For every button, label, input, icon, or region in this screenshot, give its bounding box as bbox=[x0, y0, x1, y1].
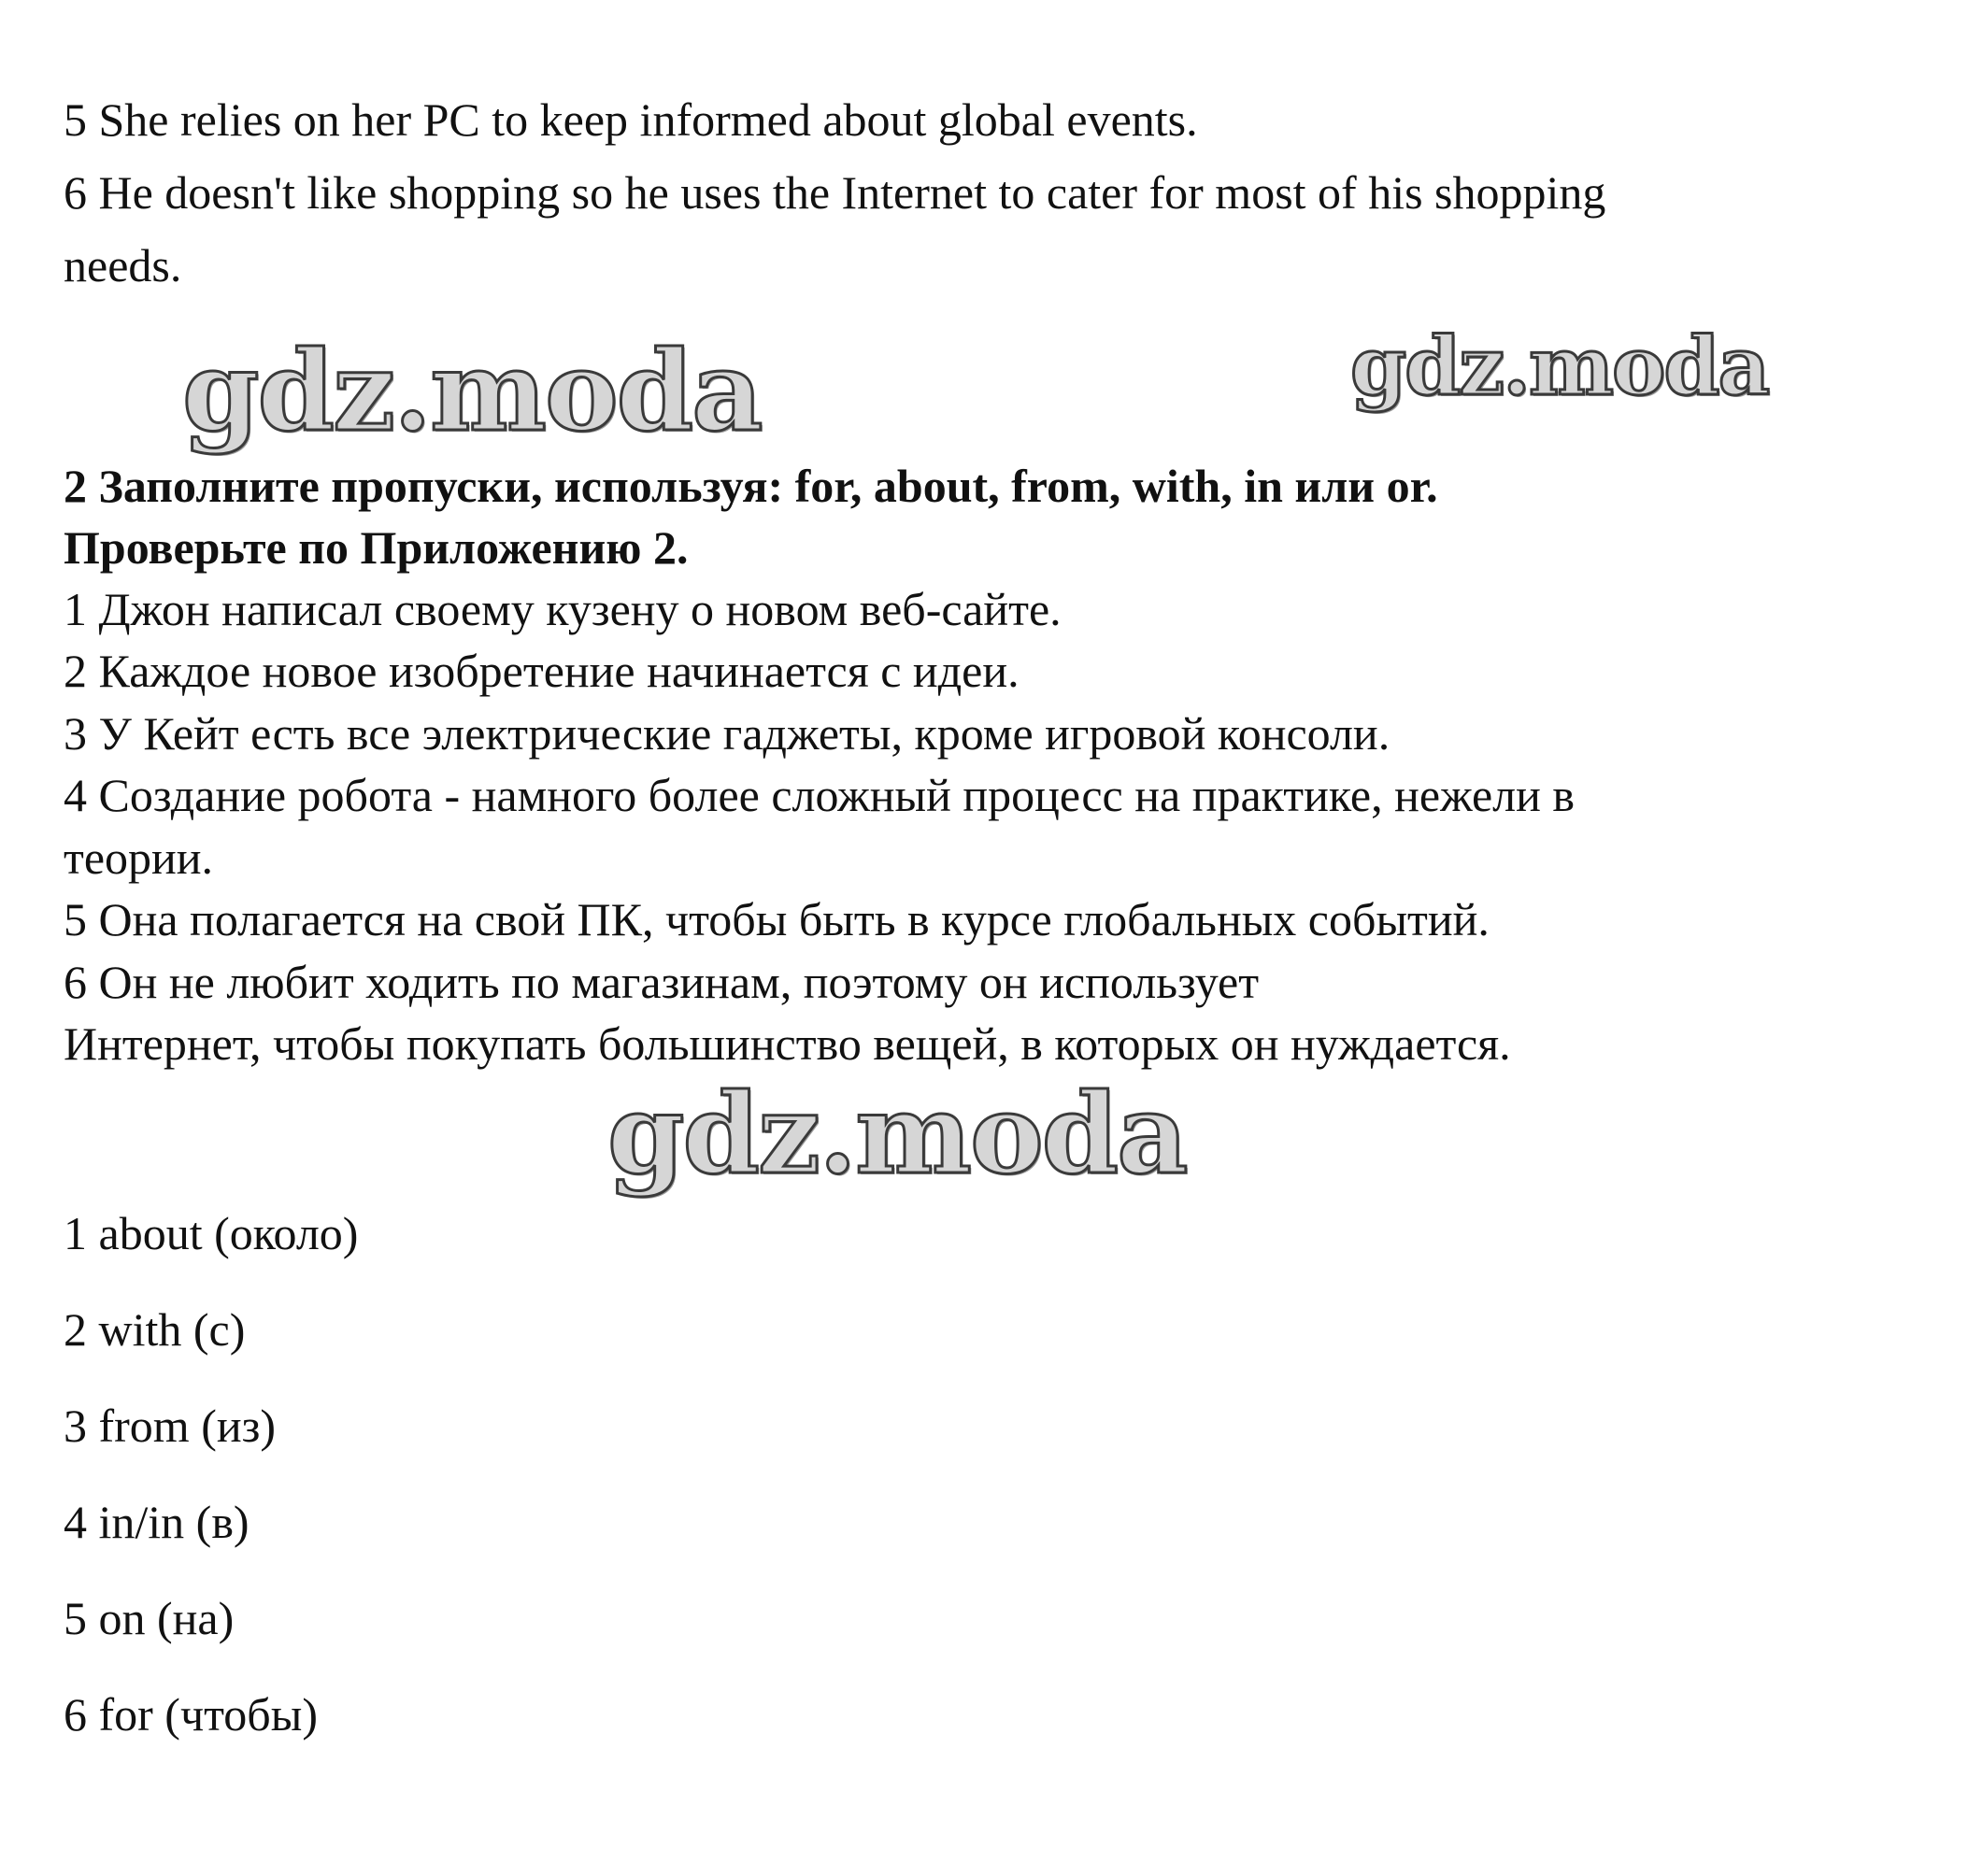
answer-item: 2 with (с) bbox=[64, 1303, 246, 1356]
watermark-logo: gdz.moda bbox=[182, 326, 762, 456]
watermark-logo: gdz.moda bbox=[607, 1069, 1187, 1199]
english-sentence-5: 5 She relies on her PC to keep informed about global events. bbox=[64, 93, 1198, 146]
translation-line: 2 Каждое новое изобретение начинается с идеи. bbox=[64, 645, 1020, 697]
translation-line: 5 Она полагается на свой ПК, чтобы быть в курсе глобальных событий. bbox=[64, 893, 1490, 945]
watermark-logo: gdz.moda bbox=[1350, 320, 1769, 414]
answer-item: 6 for (чтобы) bbox=[64, 1688, 318, 1741]
answer-item: 4 in/in (в) bbox=[64, 1496, 250, 1548]
task-heading-continued: Проверьте по Приложению 2. bbox=[64, 521, 689, 574]
english-sentence-6-continued: needs. bbox=[64, 239, 182, 291]
answer-item: 5 on (на) bbox=[64, 1592, 235, 1644]
answer-item: 1 about (около) bbox=[64, 1207, 359, 1259]
english-sentence-6: 6 He doesn't like shopping so he uses the Internet to cater for most of his shopping bbox=[64, 166, 1606, 219]
answer-item: 3 from (из) bbox=[64, 1400, 277, 1452]
translation-line: 4 Создание робота - намного более сложный процесс на практике, нежели в bbox=[64, 769, 1575, 821]
translation-line: 3 У Кейт есть все электрические гаджеты, кроме игровой консоли. bbox=[64, 707, 1390, 760]
translation-line: Интернет, чтобы покупать большинство вещей, в которых он нуждается. bbox=[64, 1017, 1511, 1070]
translation-line: 6 Он не любит ходить по магазинам, поэтому он использует bbox=[64, 956, 1260, 1008]
task-heading: 2 Заполните пропуски, используя: for, about, from, with, in или or. bbox=[64, 460, 1438, 512]
translation-line: 1 Джон написал своему кузену о новом веб-сайте. bbox=[64, 583, 1062, 635]
translation-line: теории. bbox=[64, 831, 214, 884]
